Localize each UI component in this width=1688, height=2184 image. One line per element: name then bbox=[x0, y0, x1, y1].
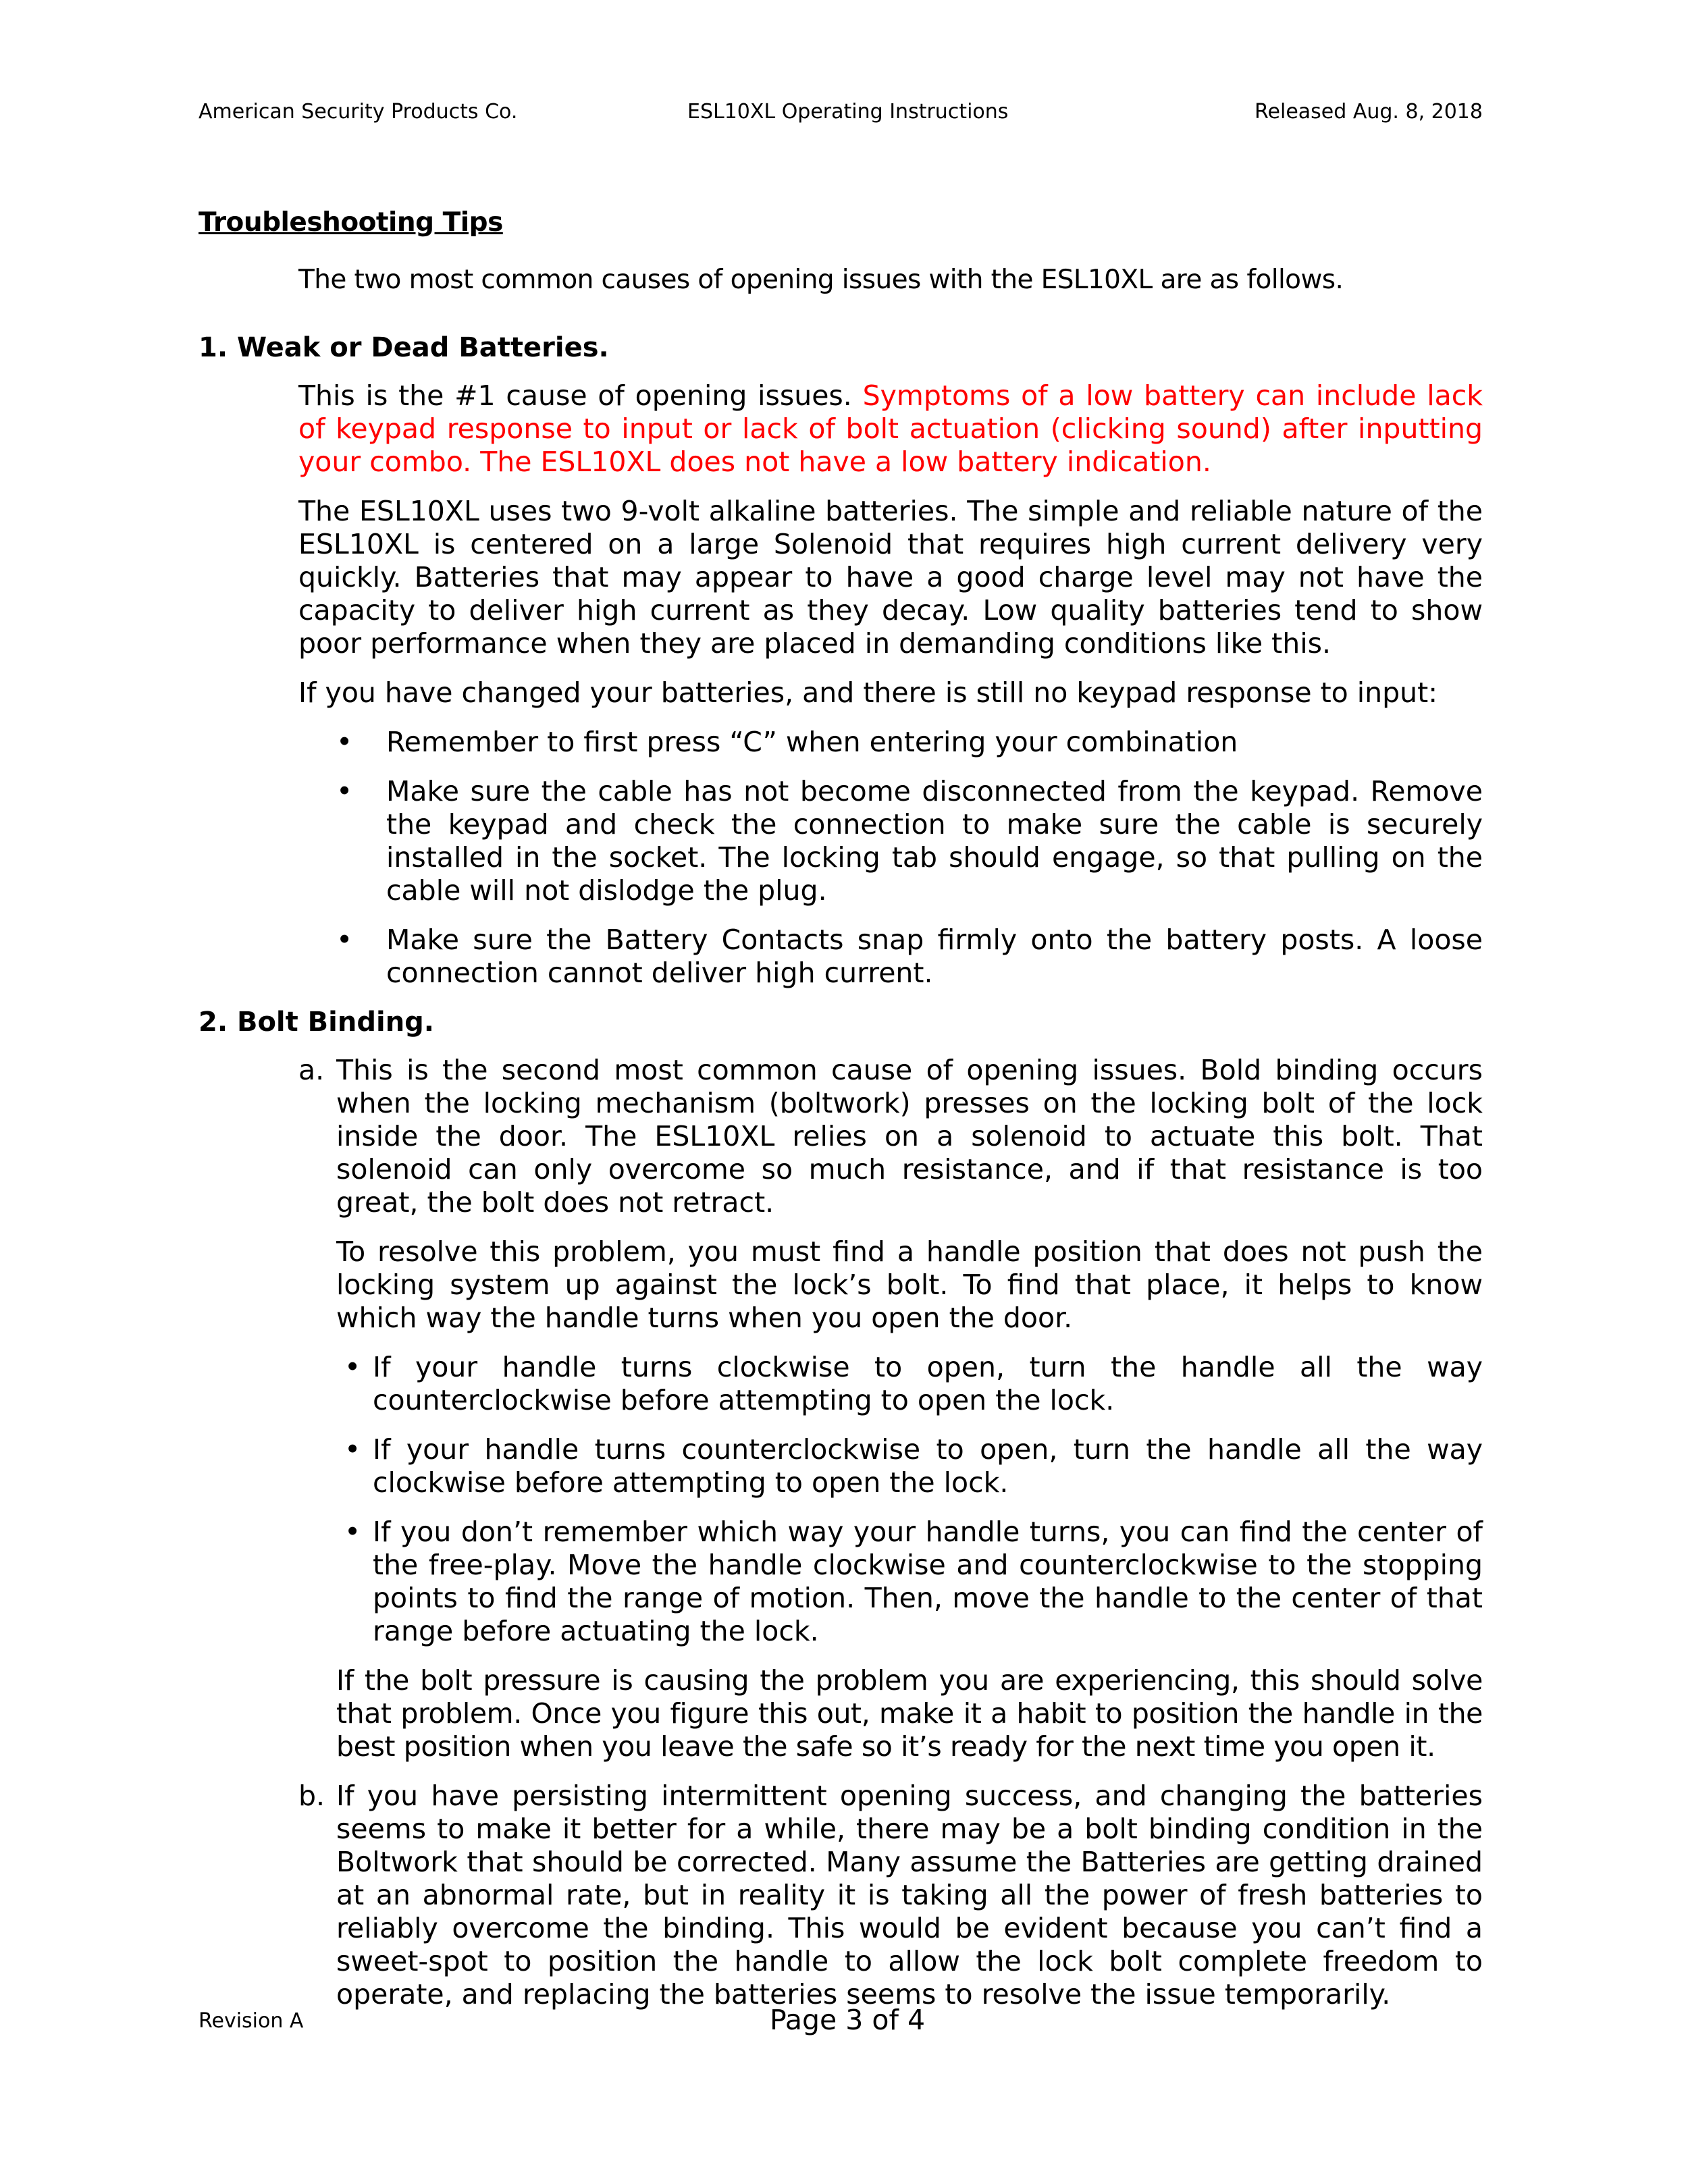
header-company: American Security Products Co. bbox=[199, 100, 518, 124]
list-item-text: If your handle turns clockwise to open, turn the handle all the way counterclockwise before attempting to open the lock. bbox=[373, 1351, 1483, 1416]
section-1-paragraph-1 bbox=[298, 379, 1483, 479]
bullet-icon: • bbox=[336, 924, 353, 956]
header-release-date: Released Aug. 8, 2018 bbox=[1255, 100, 1483, 124]
p1-normal-text: This is the #1 cause of opening issues. bbox=[298, 379, 863, 412]
list-item-text: Make sure the Battery Contacts snap firmly onto the battery posts. A loose connection cannot deliver high current. bbox=[386, 924, 1483, 989]
section-2-heading: 2. Bolt Binding. bbox=[199, 1007, 435, 1038]
bullet-icon: • bbox=[344, 1516, 361, 1548]
bullet-icon: • bbox=[344, 1351, 361, 1383]
list-item bbox=[298, 924, 1483, 990]
list-item bbox=[336, 1433, 1483, 1499]
bullet-icon: • bbox=[336, 775, 353, 807]
footer-page-number: Page 3 of 4 bbox=[770, 2004, 926, 2036]
list-item-text: If you don’t remember which way your handle turns, you can find the center of the free-play. Move the handle clockwise and counterclockwise to the stopping points to find the range of motion. Then, move the handle to the center of that range before actuating the lock. bbox=[373, 1516, 1483, 1647]
section-1-paragraph-3: If you have changed your batteries, and there is still no keypad response to input: bbox=[298, 676, 1438, 709]
header-doc-title: ESL10XL Operating Instructions bbox=[687, 100, 1009, 124]
item-a-label: a. bbox=[298, 1054, 325, 1086]
footer-revision: Revision A bbox=[199, 2009, 304, 2033]
list-item-text: If your handle turns counterclockwise to open, turn the handle all the way clockwise before attempting to open the lock. bbox=[373, 1433, 1483, 1499]
section-1-paragraph-2: The ESL10XL uses two 9-volt alkaline batteries. The simple and reliable nature of the ESL10XL is centered on a large Solenoid that requires high current delivery very quickly. Batteries that may appear to have a good charge level may not have the capacity to deliver high current as they decay. Low quality batteries tend to show poor performance when they are placed in demanding conditions like this. bbox=[298, 495, 1483, 660]
p1-warning-text: Symptoms of a low battery can include lack of keypad response to input or lack of bolt actuation (clicking sound) after inputting your combo. The ESL10XL does not have a low battery indication. bbox=[298, 379, 1483, 478]
item-b bbox=[298, 1780, 1483, 2011]
document-body bbox=[199, 206, 1483, 2027]
list-item-text: Make sure the cable has not become disconnected from the keypad. Remove the keypad and check the connection to make sure the cable is securely installed in the socket. The locking tab should engage, so that pulling on the cable will not dislodge the plug. bbox=[386, 775, 1483, 907]
list-item bbox=[336, 1351, 1483, 1417]
item-b-label: b. bbox=[298, 1780, 325, 1812]
page-footer bbox=[199, 2004, 1483, 2037]
list-item bbox=[336, 1516, 1483, 1648]
item-a-paragraph-2: To resolve this problem, you must find a handle position that does not push the locking system up against the lock’s bolt. To find that place, it helps to know which way the handle turns when you open the door. bbox=[336, 1235, 1483, 1334]
page-header bbox=[199, 100, 1483, 130]
intro-paragraph: The two most common causes of opening issues with the ESL10XL are as follows. bbox=[298, 265, 1344, 295]
item-b-text: If you have persisting intermittent opening success, and changing the batteries seems to make it better for a while, there may be a bolt binding condition in the Boltwork that should be corrected. Many assume the Batteries are getting drained at an abnormal rate, but in reality it is taking all the power of fresh batteries to reliably overcome the binding. This would be evident because you can’t find a sweet-spot to position the handle to allow the lock bolt complete freedom to operate, and replacing the batteries seems to resolve the issue temporarily. bbox=[336, 1780, 1483, 2010]
list-item bbox=[298, 775, 1483, 907]
item-a bbox=[298, 1054, 1483, 1219]
section-1-heading: 1. Weak or Dead Batteries. bbox=[199, 332, 609, 363]
bullet-icon: • bbox=[336, 726, 353, 758]
item-a-paragraph-3: If the bolt pressure is causing the problem you are experiencing, this should solve that problem. Once you figure this out, make it a habit to position the handle in the best position when you leave the safe so it’s ready for the next time you open it. bbox=[336, 1664, 1483, 1763]
list-item bbox=[298, 726, 1483, 759]
section-title: Troubleshooting Tips bbox=[199, 207, 503, 238]
list-item-text: Remember to first press “C” when entering your combination bbox=[386, 726, 1238, 758]
item-a-text: This is the second most common cause of opening issues. Bold binding occurs when the locking mechanism (boltwork) presses on the locking bolt of the lock inside the door. The ESL10XL relies on a solenoid to actuate this bolt. That solenoid can only overcome so much resistance, and if that resistance is too great, the bolt does not retract. bbox=[336, 1054, 1483, 1219]
bullet-icon: • bbox=[344, 1433, 361, 1466]
